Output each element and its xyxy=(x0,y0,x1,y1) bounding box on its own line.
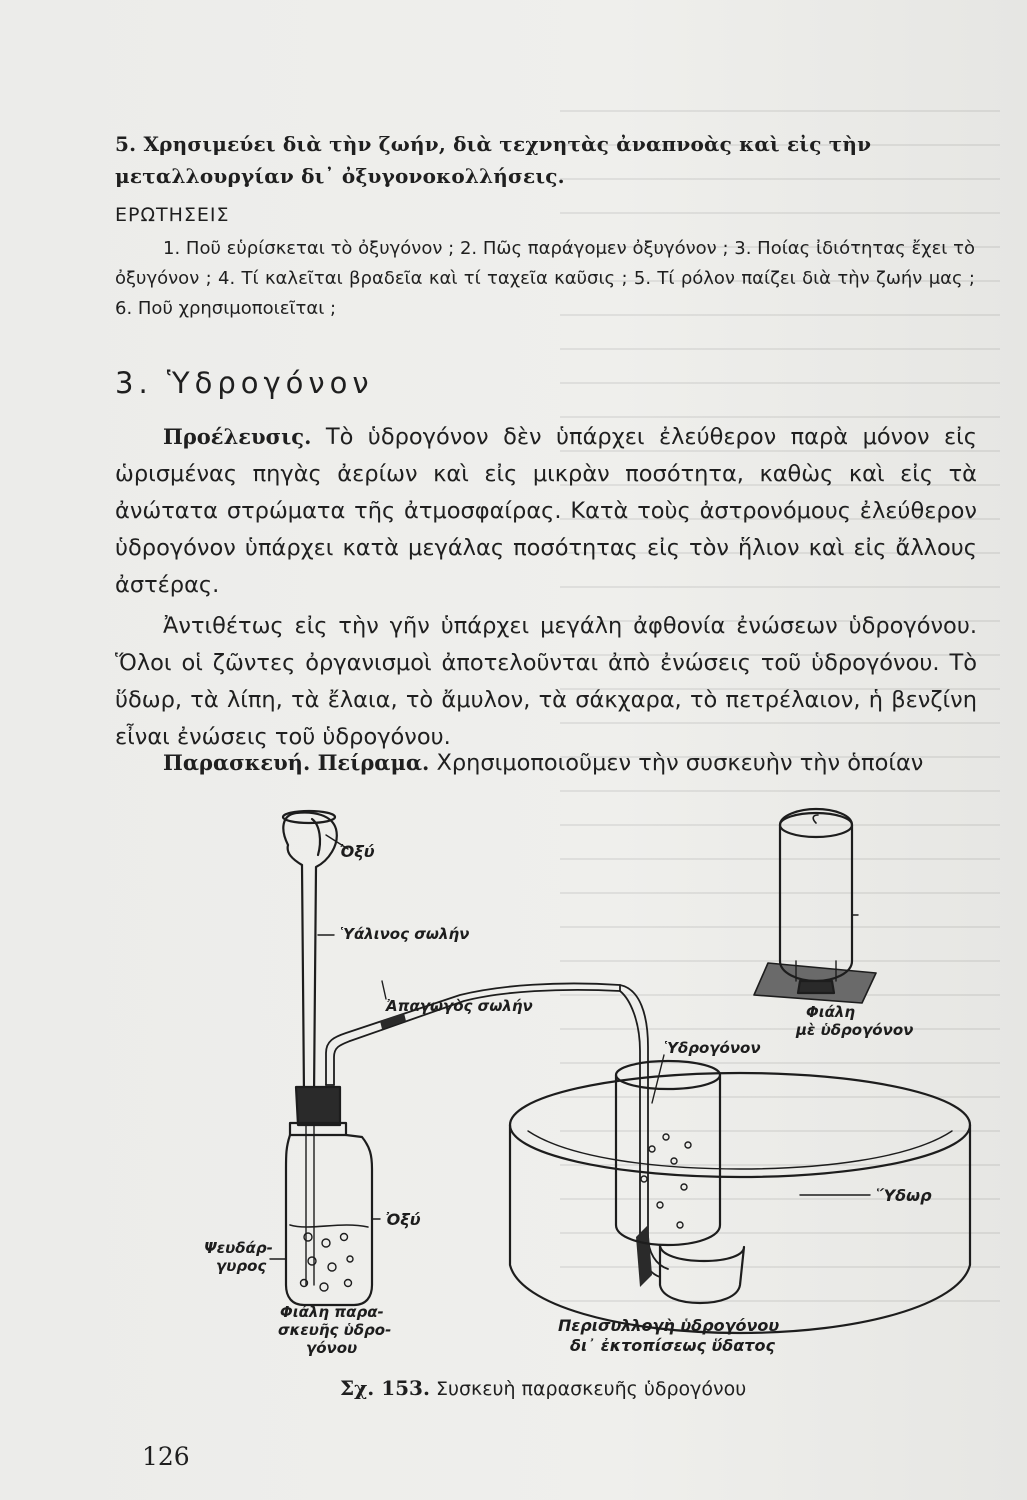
questions-text: 1. Ποῦ εὑρίσκεται τὸ ὀξυγόνον ; 2. Πῶς παράγομεν ὀξυγόνον ; 3. Ποίας ἰδιότητας ἔχει τὸ ὀξυγόνον ; 4. Τί καλεῖται βραδεῖα καὶ τί ταχεῖα καῦσις ; 5. Τί ρόλον παίζει διὰ τὴν ζωήν μας ; 6. Ποῦ χρησιμοποιεῖται ; xyxy=(115,238,975,319)
caption-text: Συσκευὴ παρασκευῆς ὑδρογόνου xyxy=(429,1378,747,1400)
origin-text: Τὸ ὑδρογόνον δὲν ὑπάρχει ἐλεύθερον παρὰ μόνον εἰς ὡρισμένας πηγὰς ἀερίων καὶ εἰς μικρὰν ποσότητα, καθὼς καὶ εἰς τὰ ἀνώτατα στρώματα τῆς ἀτμοσφαίρας. Κατὰ τοὺς ἀστρονόμους ἐλεύθερον ὑδρογόνον ὑπάρχει κατὰ μεγάλας ποσότητας εἰς τὸν ἥλιον καὶ εἰς ἄλλους ἀστέρας. xyxy=(115,424,977,598)
label-collection-1: Περισυλλογὴ ὑδρογόνου xyxy=(558,1316,780,1335)
section-title: 3. Ὑδρογόνον xyxy=(115,366,374,400)
caption-label: Σχ. 153. xyxy=(340,1376,430,1400)
label-zinc-2: γυρος xyxy=(216,1257,267,1275)
label-glass-tube: Ὑάλινος σωλήν xyxy=(340,925,470,943)
label-water: Ὕδωρ xyxy=(876,1186,932,1205)
label-hydrogen: Ὑδρογόνον xyxy=(664,1039,761,1057)
paragraph-origin xyxy=(115,418,977,604)
label-prep-flask-2: σκευῆς ὑδρο- xyxy=(278,1321,392,1339)
hydrogen-flask xyxy=(754,809,876,1003)
figure-153 xyxy=(100,785,1000,1365)
hydrogen-apparatus-drawing xyxy=(100,785,1000,1365)
label-acid-bottom: Ὀξύ xyxy=(386,1210,421,1229)
questions-heading: ΕΡΩΤΗΣΕΙΣ xyxy=(115,204,230,226)
paragraph-contrast: Ἀντιθέτως εἰς τὴν γῆν ὑπάρχει μεγάλη ἀφθονία ἐνώσεων ὑδρογόνου. Ὅλοι οἱ ζῶντες ὀργανισμοὶ ἀποτελοῦνται ἀπὸ ἐνώσεις τοῦ ὑδρογόνου. Τὸ ὕδωρ, τὰ λίπη, τὰ ἔλαια, τὸ ἄμυλον, τὰ σάκχαρα, τὸ πετρέλαιον, ἡ βενζίνη εἶναι ἐνώσεις τοῦ ὑδρογόνου. xyxy=(115,613,977,750)
list-item-5: 5. Χρησιμεύει διὰ τὴν ζωήν, διὰ τεχνητὰς ἀναπνοὰς καὶ εἰς τὴν μεταλλουργίαν δι᾽ ὀξυγονοκολλήσεις. xyxy=(115,132,872,188)
leader-lines xyxy=(270,835,664,1259)
page-number: 126 xyxy=(142,1442,190,1471)
label-prep-flask-1: Φιάλη παρα- xyxy=(280,1303,384,1321)
label-drain-tube: Ἀπαγωγὸς σωλήν xyxy=(386,997,533,1015)
generating-flask xyxy=(283,811,620,1305)
origin-label: Προέλευσις. xyxy=(163,424,312,449)
label-collection-2: δι᾽ ἐκτοπίσεως ὕδατος xyxy=(570,1336,775,1355)
label-zinc-1: Ψευδάρ- xyxy=(204,1239,273,1257)
label-prep-flask-3: γόνου xyxy=(306,1339,358,1357)
preparation-label: Παρασκευή. Πείραμα. xyxy=(163,750,430,775)
label-hydrogen-flask-2: μὲ ὑδρογόνον xyxy=(796,1021,914,1039)
figure-caption xyxy=(340,1376,746,1400)
label-acid-top: Ὀξύ xyxy=(340,842,375,861)
paragraph-preparation xyxy=(115,744,977,782)
label-hydrogen-flask-1: Φιάλη xyxy=(806,1003,856,1021)
preparation-text: Χρησιμοποιοῦμεν τὴν συσκευὴν τὴν ὁποίαν xyxy=(429,750,924,776)
